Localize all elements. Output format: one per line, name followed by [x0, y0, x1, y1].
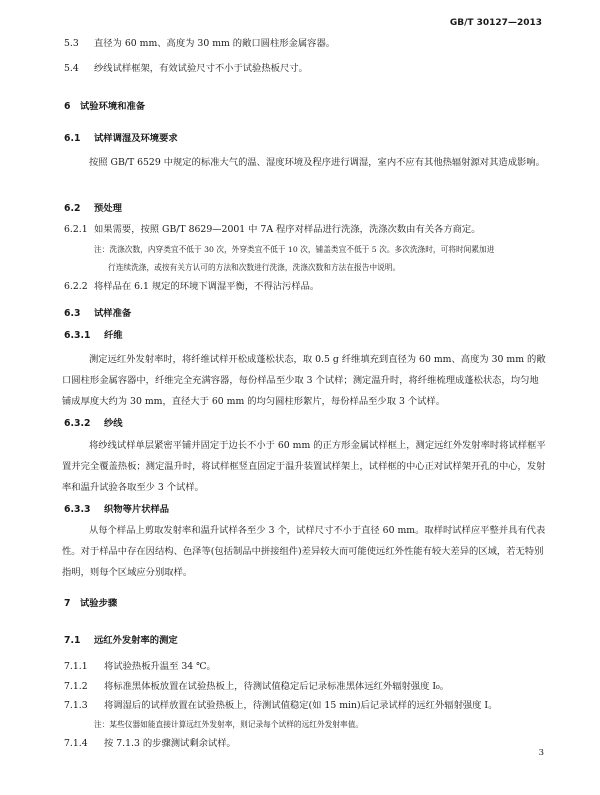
section-number: 6.3 — [64, 308, 81, 319]
clause-number: 5.3 — [64, 38, 79, 49]
section-number: 7.1 — [64, 635, 81, 646]
section-title: 试验环境和准备 — [80, 101, 146, 112]
clause-number: 7.1.3 — [64, 700, 88, 711]
clause-number: 7.1.4 — [64, 738, 88, 749]
clause-text: 将试验热板升温至 34 ℃。 — [104, 661, 216, 672]
section-number: 6.3.2 — [64, 418, 91, 429]
clause-number: 7.1.1 — [64, 661, 88, 672]
section-number: 6.3.1 — [64, 330, 91, 341]
clause-text: 将调湿后的试样放置在试验热板上，待测试值稳定(如 15 min)后记录试样的远红外辐射强度 I。 — [104, 700, 498, 711]
clause-text: 将样品在 6.1 规定的环境下调湿平衡，不得沾污样品。 — [94, 281, 320, 292]
section-number: 6 — [64, 101, 71, 112]
paragraph-6-3-3: 从每个样品上剪取发射率和温升试样各至少 3 个，试样尺寸不小于直径 60 mm。取样时试样应平整并具有代表性。对于样品中存在因结构、色泽等(包括制品中拼接组件)差异较大而可能使远红外性能有较大差异的区域，若无特别指明，则每个区域应分别取样。 — [62, 525, 546, 578]
paragraph-6-3-1: 测定远红外发射率时，将纤维试样开松成蓬松状态，取 0.5 g 纤维填充到直径为 60 mm、高度为 30 mm 的敞口圆柱形金属容器中，纤维完全充满容器，每份样品至少取 3 个试样；测定温升时，将纤维梳理成蓬松状态，均匀地铺成厚度大约为 30 mm，直径大于 60 mm 的均匀圆柱形絮片，每份样品至少取 3 个试样。 — [62, 354, 546, 407]
note-7-1-3: 注：某些仪器如能直接计算远红外发射率，则记录每个试样的远红外发射率值。 — [94, 720, 364, 729]
paragraph-6-3-2: 将纱线试样单层紧密平铺并固定于边长不小于 60 mm 的正方形金属试样框上，测定远红外发射率时将试样框平置并完全覆盖热板；测定温升时，将试样框竖直固定于温升装置试样架上，试样框的中心正对试样架开孔的中心，发射率和温升试验各取至少 3 个试样。 — [62, 440, 546, 493]
paragraph-6-1: 按照 GB/T 6529 中规定的标准大气的温、湿度环境及程序进行调湿，室内不应有其他热辐射源对其造成影响。 — [89, 157, 545, 168]
section-title: 试样准备 — [94, 308, 132, 319]
section-number: 6.3.3 — [64, 504, 91, 515]
note-6-2-1-line2: 行连续洗涤，或按有关方认可的方法和次数进行洗涤，洗涤次数和方法在报告中说明。 — [108, 263, 401, 272]
standard-number: GB/T 30127—2013 — [449, 18, 542, 28]
section-title: 试样调湿及环境要求 — [94, 133, 178, 144]
clause-number: 6.2.1 — [64, 224, 88, 235]
page-number: 3 — [538, 748, 544, 758]
clause-number: 5.4 — [64, 63, 79, 74]
section-title: 织物等片状样品 — [104, 504, 170, 515]
section-number: 6.1 — [64, 133, 81, 144]
clause-text: 将标准黑体板放置在试验热板上，待测试值稳定后记录标准黑体远红外辐射强度 I₀。 — [104, 681, 450, 692]
clause-text: 直径为 60 mm、高度为 30 mm 的敞口圆柱形金属容器。 — [94, 38, 336, 49]
section-number: 6.2 — [64, 203, 81, 214]
section-title: 远红外发射率的测定 — [94, 635, 178, 646]
clause-number: 7.1.2 — [64, 681, 88, 692]
clause-text: 纱线试样框架，有效试验尺寸不小于试验热板尺寸。 — [94, 63, 308, 74]
clause-number: 6.2.2 — [64, 281, 88, 292]
section-number: 7 — [64, 598, 71, 609]
section-title: 试验步骤 — [80, 598, 118, 609]
section-title: 纱线 — [104, 418, 123, 429]
section-title: 预处理 — [94, 203, 122, 214]
note-6-2-1-line1: 注：洗涤次数，内穿类宜不低于 30 次，外穿类宜不低于 10 次，铺盖类宜不低于 5 次。多次洗涤时，可将时间累加进 — [94, 245, 495, 254]
section-title: 纤维 — [104, 330, 123, 341]
clause-text: 如果需要，按照 GB/T 8629—2001 中 7A 程序对样品进行洗涤，洗涤次数由有关各方商定。 — [94, 224, 481, 235]
clause-text: 按 7.1.3 的步骤测试剩余试样。 — [104, 738, 236, 749]
